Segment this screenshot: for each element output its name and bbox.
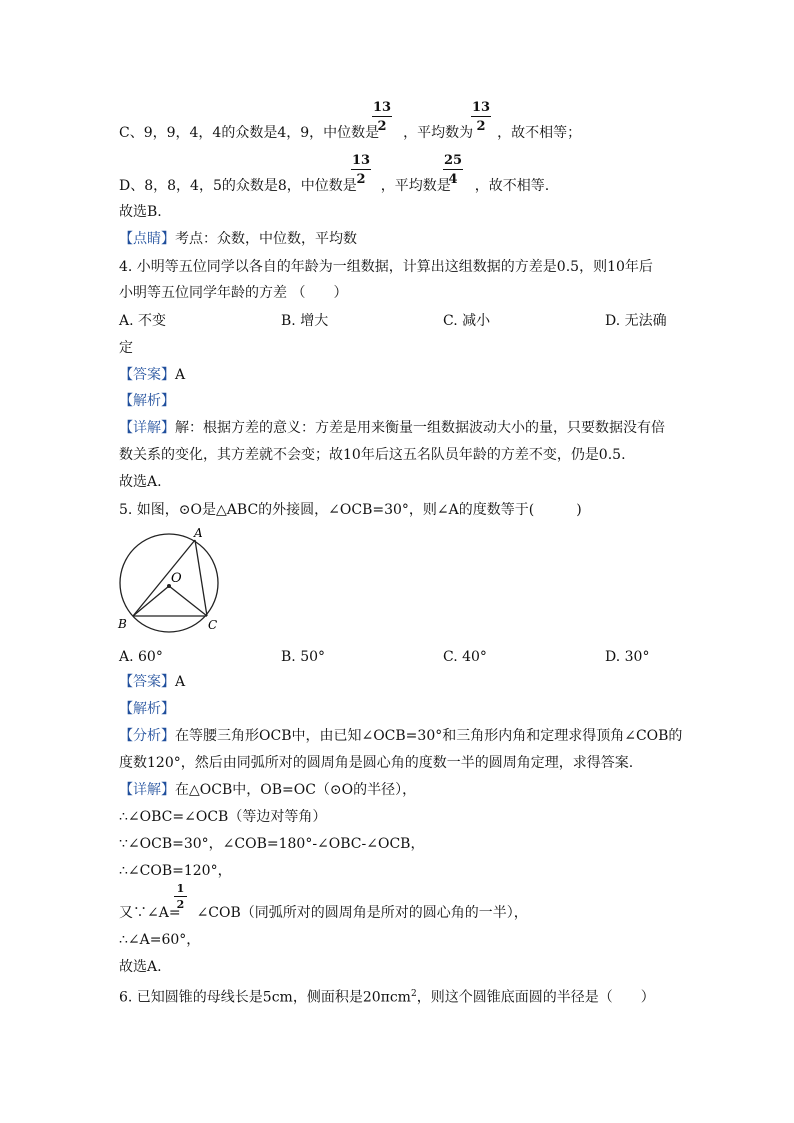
circumcircle [120,534,218,632]
q4-conclusion: 故选A. [119,474,162,490]
line-d: D、8，8，4，5的众数是8，中位数是 ，平均数是 ，故不相等. [119,178,550,194]
q4-detail-line2: 数关系的变化，其方差就不会变；故10年后这五名队员年龄的方差不变，仍是0.5. [119,447,626,463]
fraction-half: 1 2 [174,883,187,911]
q5-step2: ∵∠OCB=30°，∠COB=180°-∠OBC-∠OCB， [119,836,425,852]
q3-conclusion: 故选B. [119,204,162,220]
q5-fenxi-line1: 【分析】在等腰三角形OCB中，由已知∠OCB=30°和三角形内角和定理求得顶角∠COB的 [119,728,683,744]
segment-ob [133,586,169,616]
q4-option-d-wrap: 定 [119,340,133,356]
q4-option-a: A. 不变 [119,313,167,329]
side-ab [133,540,195,616]
q5-answer: 【答案】A [119,674,186,690]
q5-stem: 5. 如图，⊙O是△ABC的外接圆，∠OCB=30°，则∠A的度数等于( ) [119,502,582,518]
q5-circle-figure [114,524,224,636]
q5-step1: ∴∠OBC=∠OCB（等边对等角） [119,809,327,825]
label-o: O [171,571,182,586]
fraction-c-mean: 13 2 [471,100,491,134]
side-ac [195,540,207,616]
fraction-d-mean: 25 4 [443,153,463,187]
label-c: C [208,618,218,632]
fraction-d-median: 13 2 [351,153,371,187]
q4-detail-line1: 【详解】解：根据方差的意义：方差是用来衡量一组数据波动大小的量，只要数据没有倍 [119,420,665,436]
q5-detail-line1: 【详解】在△OCB中，OB=OC（⊙O的半径）， [119,782,417,798]
q4-option-b: B. 增大 [281,313,329,329]
q4-option-c: C. 减小 [443,313,491,329]
q5-option-d: D. 30° [605,649,650,665]
label-a: A [194,526,203,540]
line-c: C、9，9，4，4的众数是4，9，中位数是 ，平均数为 ，故不相等； [119,125,582,141]
q6-stem: 6. 已知圆锥的母线长是5cm，侧面积是20πcm$^2$，则这个圆锥底面圆的半径是（ ） [119,989,655,1006]
q4-option-d: D. 无法确 [605,313,667,329]
q5-step5: ∴∠A=60°， [119,932,201,948]
label-b: B [118,617,127,631]
q5-conclusion: 故选A. [119,959,162,975]
q4-answer: 【答案】A [119,367,186,383]
q4-stem-line1: 4. 小明等五位同学以各自的年龄为一组数据，计算出这组数据的方差是0.5，则10年后 [119,259,653,275]
q3-point: 【点睛】考点：众数，中位数，平均数 [119,231,357,247]
fraction-c-median: 13 2 [372,100,392,134]
q5-analysis-tag: 【解析】 [119,701,175,717]
segment-oc [169,586,207,616]
q4-stem-line2: 小明等五位同学年龄的方差 （ ） [119,285,348,301]
q4-analysis-tag: 【解析】 [119,393,175,409]
q5-fenxi-line2: 度数120°，然后由同弧所对的圆周角是圆心角的度数一半的圆周角定理，求得答案. [119,755,634,771]
q5-option-a: A. 60° [119,649,163,665]
q5-step4: 又∵∠A= ∠COB（同弧所对的圆周角是所对的圆心角的一半）， [119,905,528,921]
q5-option-c: C. 40° [443,649,487,665]
q5-step3: ∴∠COB=120°， [119,863,232,879]
q5-option-b: B. 50° [281,649,326,665]
